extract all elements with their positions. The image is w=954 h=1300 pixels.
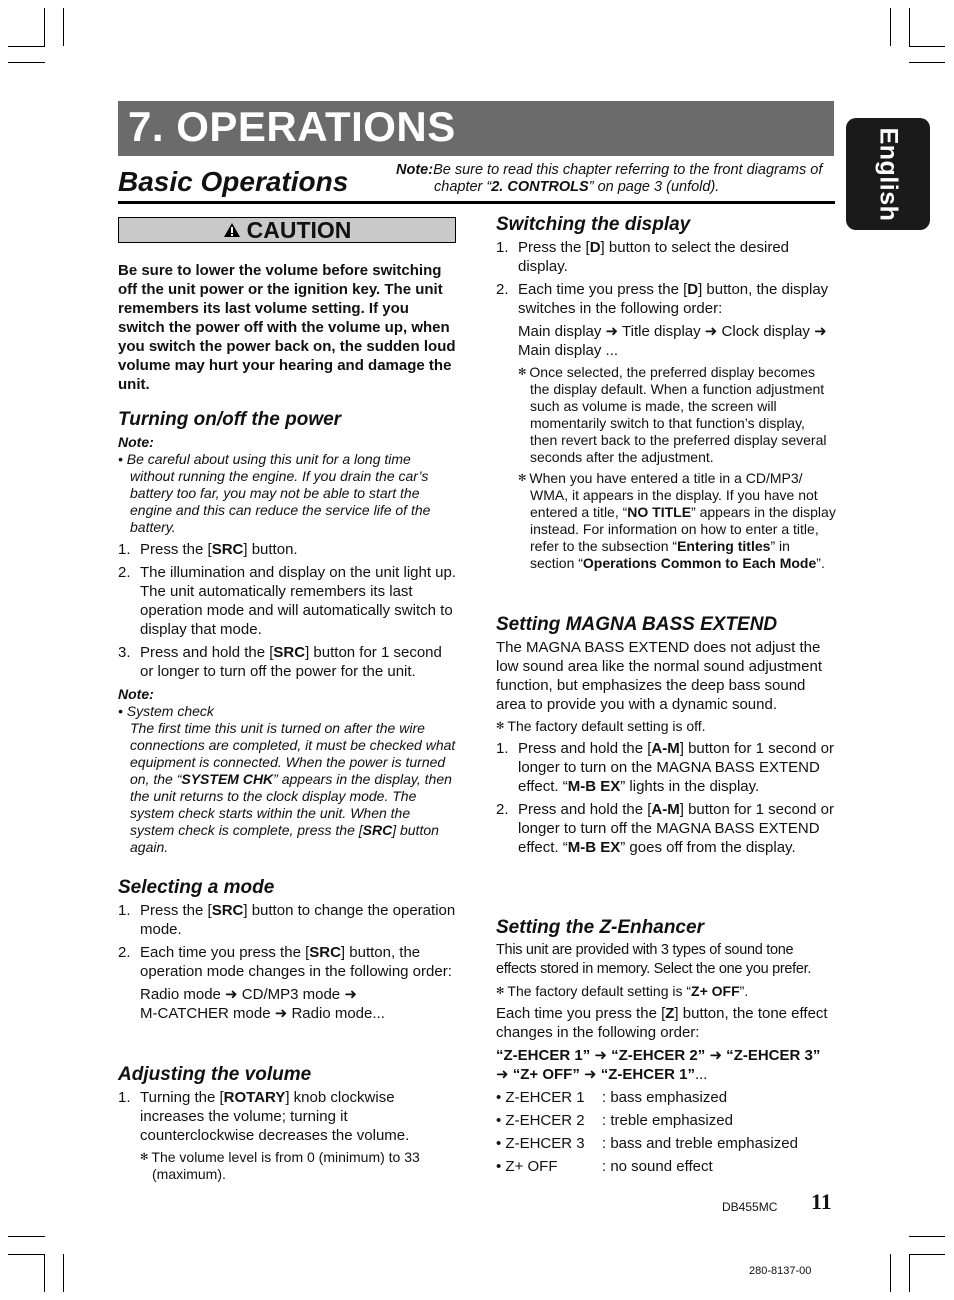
step-number: 1. [496,239,509,256]
key-label: D [589,239,601,256]
step-number: 2. [118,564,131,581]
zenhancer-section [496,917,836,1180]
star-text: ”. [739,983,749,999]
section-ref: Operations Common to Each Mode [582,555,817,571]
step-number: 1. [118,902,131,919]
mode-label: Z-EHCER 1 [503,1047,583,1064]
item-desc: : treble emphasized [602,1112,733,1129]
zenhancer-sequence: “Z-EHCER 1” ➜ “Z-EHCER 2” ➜ “Z-EHCER 3” ➜ “Z+ OFF” ➜ “Z-EHCER 1”... [496,1047,821,1083]
warning-icon [223,222,241,238]
magna-step-1 [496,739,836,796]
crop-mark [63,1254,64,1292]
header-note-line1: Be sure to read this chapter referring to the front diagrams of [433,162,823,178]
display-indicator: NO TITLE [627,504,692,520]
step-text: ] button to change the operation mode. [140,902,456,938]
item-key: • Z-EHCER 1 [496,1089,585,1106]
item-key: • Z+ OFF [496,1158,558,1175]
volume-step-1 [118,1088,458,1145]
item-key: • Z-EHCER 2 [496,1112,585,1129]
mode-section [118,877,458,1027]
crop-mark [890,8,891,46]
item-desc: : no sound effect [602,1158,713,1175]
note-text: ” appears in the display, then the unit returns to the clock display mode. The system check starts within the unit. When the system check is complete, press the [ [130,771,452,838]
step-text: ] button for 1 second or longer to turn off the MAGNA BASS EXTEND effect. “ [518,801,835,856]
key-label: SRC [211,902,244,919]
display-indicator: M-B EX [567,839,621,856]
display-indicator: SYSTEM CHK [181,771,274,787]
star-text: ” appears in the display instead. For information on how to enter a title, refer to the subsection “ [530,504,836,554]
step-text: ” goes off from the display. [620,839,796,856]
display-indicator: M-B EX [567,778,621,795]
star-text: ”. [816,555,825,571]
model-number: DB455MC [722,1200,778,1214]
mode-step-2 [118,943,458,981]
key-label: A-M [651,801,680,818]
crop-mark [8,1236,45,1237]
asterisk-icon: ✻ [518,367,527,378]
step-text: ] knob clockwise increases the volume; turning it counterclockwise decreases the volume. [140,1089,410,1144]
mode-label: Z-EHCER 1 [608,1066,688,1083]
display-heading: Switching the display [496,214,691,235]
zenhancer-item [496,1088,836,1107]
display-star-note-2 [496,470,836,572]
magna-step-2 [496,800,836,857]
asterisk-icon: ✻ [518,473,527,484]
crop-mark [63,8,64,46]
note-text: The first time this unit is turned on after the wire connections are completed, it must be checked what equipment is connected. When the power is turned on, the “ [130,720,456,787]
step-number: 2. [496,281,509,298]
crop-mark [909,62,945,63]
key-label: SRC [273,644,306,661]
zenhancer-intro: This unit are provided with 3 types of sound tone effects stored in memory. Select the one you prefer. [496,942,812,977]
header-note-ref: 2. CONTROLS [491,179,589,195]
document-code: 280-8137-00 [749,1265,812,1277]
magna-heading: Setting MAGNA BASS EXTEND [496,614,778,635]
step-text: Press and hold the [ [518,801,652,818]
header-note-line2 [396,179,836,196]
power-step-3 [118,643,458,681]
crop-mark [909,1254,910,1292]
item-desc: : bass emphasized [602,1089,728,1106]
step-text: Press and hold the [ [140,644,274,661]
step-number: 1. [496,740,509,757]
crop-mark [44,8,45,46]
step-text: ] button, the tone effect changes in the following order: [496,1005,828,1041]
step-text: ] button, the operation mode changes in the following order: [140,944,452,980]
language-tab-label: English [874,127,903,221]
zenhancer-item [496,1157,836,1176]
header-note-text: chapter “ [434,179,492,195]
display-section [496,214,836,576]
crop-mark [8,62,45,63]
step-number: 2. [496,801,509,818]
asterisk-icon: ✻ [496,986,505,997]
zenhancer-item [496,1111,836,1130]
star-text: The volume level is from 0 (minimum) to 33 (maximum). [151,1149,420,1182]
step-number: 3. [118,644,131,661]
chapter-title: 7. OPERATIONS [128,103,456,150]
step-text: Press and hold the [ [518,740,652,757]
display-indicator: Z+ OFF [691,983,740,999]
volume-star-note [118,1149,458,1183]
crop-mark [909,8,910,46]
display-sequence: Main display ➜ Title display ➜ Clock display ➜ Main display ... [518,323,827,359]
key-label: SRC [362,822,393,838]
step-number: 1. [118,541,131,558]
display-step-2 [496,280,836,318]
display-star-note-1 [496,364,836,466]
power-step-2 [118,563,458,639]
header-note-text: ” on page 3 (unfold). [588,179,720,195]
step-text: Turning the [ [140,1089,224,1106]
caution-label: CAUTION [246,216,352,243]
magna-intro: The MAGNA BASS EXTEND does not adjust the low sound area like the normal sound adjustment function, but emphasizes the deep bass sound area to provide you with a dynamic sound. [496,639,823,713]
crop-mark [909,46,945,47]
page-number: 11 [811,1189,832,1214]
star-text: The factory default setting is off. [507,718,706,734]
key-label: D [687,281,699,298]
header-note-label: Note: [396,162,434,178]
mode-sequence-1: Radio mode ➜ CD/MP3 mode ➜ [140,986,357,1003]
item-desc: : bass and treble emphasized [602,1135,798,1152]
step-text: ] button. [243,541,298,558]
step-text: Press the [ [140,541,212,558]
power-note-label: Note: [118,434,154,450]
caution-section [118,217,458,394]
volume-heading: Adjusting the volume [118,1064,312,1085]
magna-section [496,614,836,861]
crop-mark [909,1254,945,1255]
header-note [396,162,836,196]
note-text: ] button again. [130,822,439,855]
step-text: ” lights in the display. [620,778,760,795]
crop-mark [44,1254,45,1292]
power-note2-bullet: • System check [118,703,214,719]
key-label: A-M [651,740,680,757]
caution-box [118,217,456,243]
mode-label: Z+ OFF [520,1066,573,1083]
power-heading: Turning on/off the power [118,409,342,430]
key-label: Z [665,1005,675,1022]
step-text: Press the [ [140,902,212,919]
zenhancer-heading: Setting the Z-Enhancer [496,917,704,938]
star-text: The factory default setting is “ [507,983,692,999]
crop-mark [909,1236,945,1237]
power-note: • Be careful about using this unit for a long time without running the engine. If you drain the car’s battery too far, you may not be able to start the engine and this can reduce the service life of the battery. [118,451,431,535]
star-text: Once selected, the preferred display becomes the display default. When a function adjustment such as volume is made, the screen will momentarily switch to that function’s display, then revert back to the preferred display several seconds after the adjustment. [529,364,827,465]
star-text: When you have entered a title in a CD/MP3/ WMA, it appears in the display. If you have not entered a title, “ [529,470,818,520]
mode-label: Z-EHCER 2 [618,1047,698,1064]
step-text: ] button to select the desired display. [518,239,789,275]
star-text: ” in section “ [530,538,790,571]
asterisk-icon: ✻ [496,721,505,732]
power-note2-text [118,720,458,856]
key-label: SRC [211,541,244,558]
section-title: Basic Operations [118,166,349,197]
asterisk-icon: ✻ [140,1152,149,1163]
item-key: • Z-EHCER 3 [496,1135,585,1152]
power-section [118,409,458,856]
power-step-1 [118,540,458,559]
subsection-ref: Entering titles [677,538,771,554]
step-text: The illumination and display on the unit light up. The unit automatically remembers its last operation mode and will automatically switch to display that mode. [140,564,457,638]
magna-star-note [496,718,836,735]
step-text: ] button for 1 second or longer to turn on the MAGNA BASS EXTEND effect. “ [518,740,835,795]
mode-step-1 [118,901,458,939]
mode-label: Z-EHCER 3 [733,1047,813,1064]
key-label: ROTARY [223,1089,286,1106]
step-number: 1. [118,1089,131,1106]
step-text: Each time you press the [ [140,944,310,961]
display-step-1 [496,238,836,276]
step-text: ] button for 1 second or longer to turn off the power for the unit. [140,644,442,680]
step-text: ] button, the display switches in the following order: [518,281,829,317]
crop-mark [8,1254,45,1255]
volume-section [118,1064,458,1187]
header-rule [118,201,835,204]
mode-heading: Selecting a mode [118,877,275,898]
zenhancer-item [496,1134,836,1153]
step-text: Each time you press the [ [496,1005,666,1022]
power-note2-label: Note: [118,686,154,702]
mode-sequence-2: M-CATCHER mode ➜ Radio mode... [140,1005,385,1022]
caution-text: Be sure to lower the volume before switching off the unit power or the ignition key. The unit remembers its last volume setting. If you switch the power off with the volume up, when you switch the power back on, the sudden loud volume may hurt your hearing and damage the unit. [118,262,456,393]
step-text: Press the [ [518,239,590,256]
key-label: SRC [309,944,341,961]
step-number: 2. [118,944,131,961]
step-text: Each time you press the [ [518,281,688,298]
zenhancer-each [496,1004,836,1042]
language-tab [846,118,930,230]
zenhancer-star-note [496,983,836,1000]
crop-mark [8,46,45,47]
crop-mark [890,1254,891,1292]
